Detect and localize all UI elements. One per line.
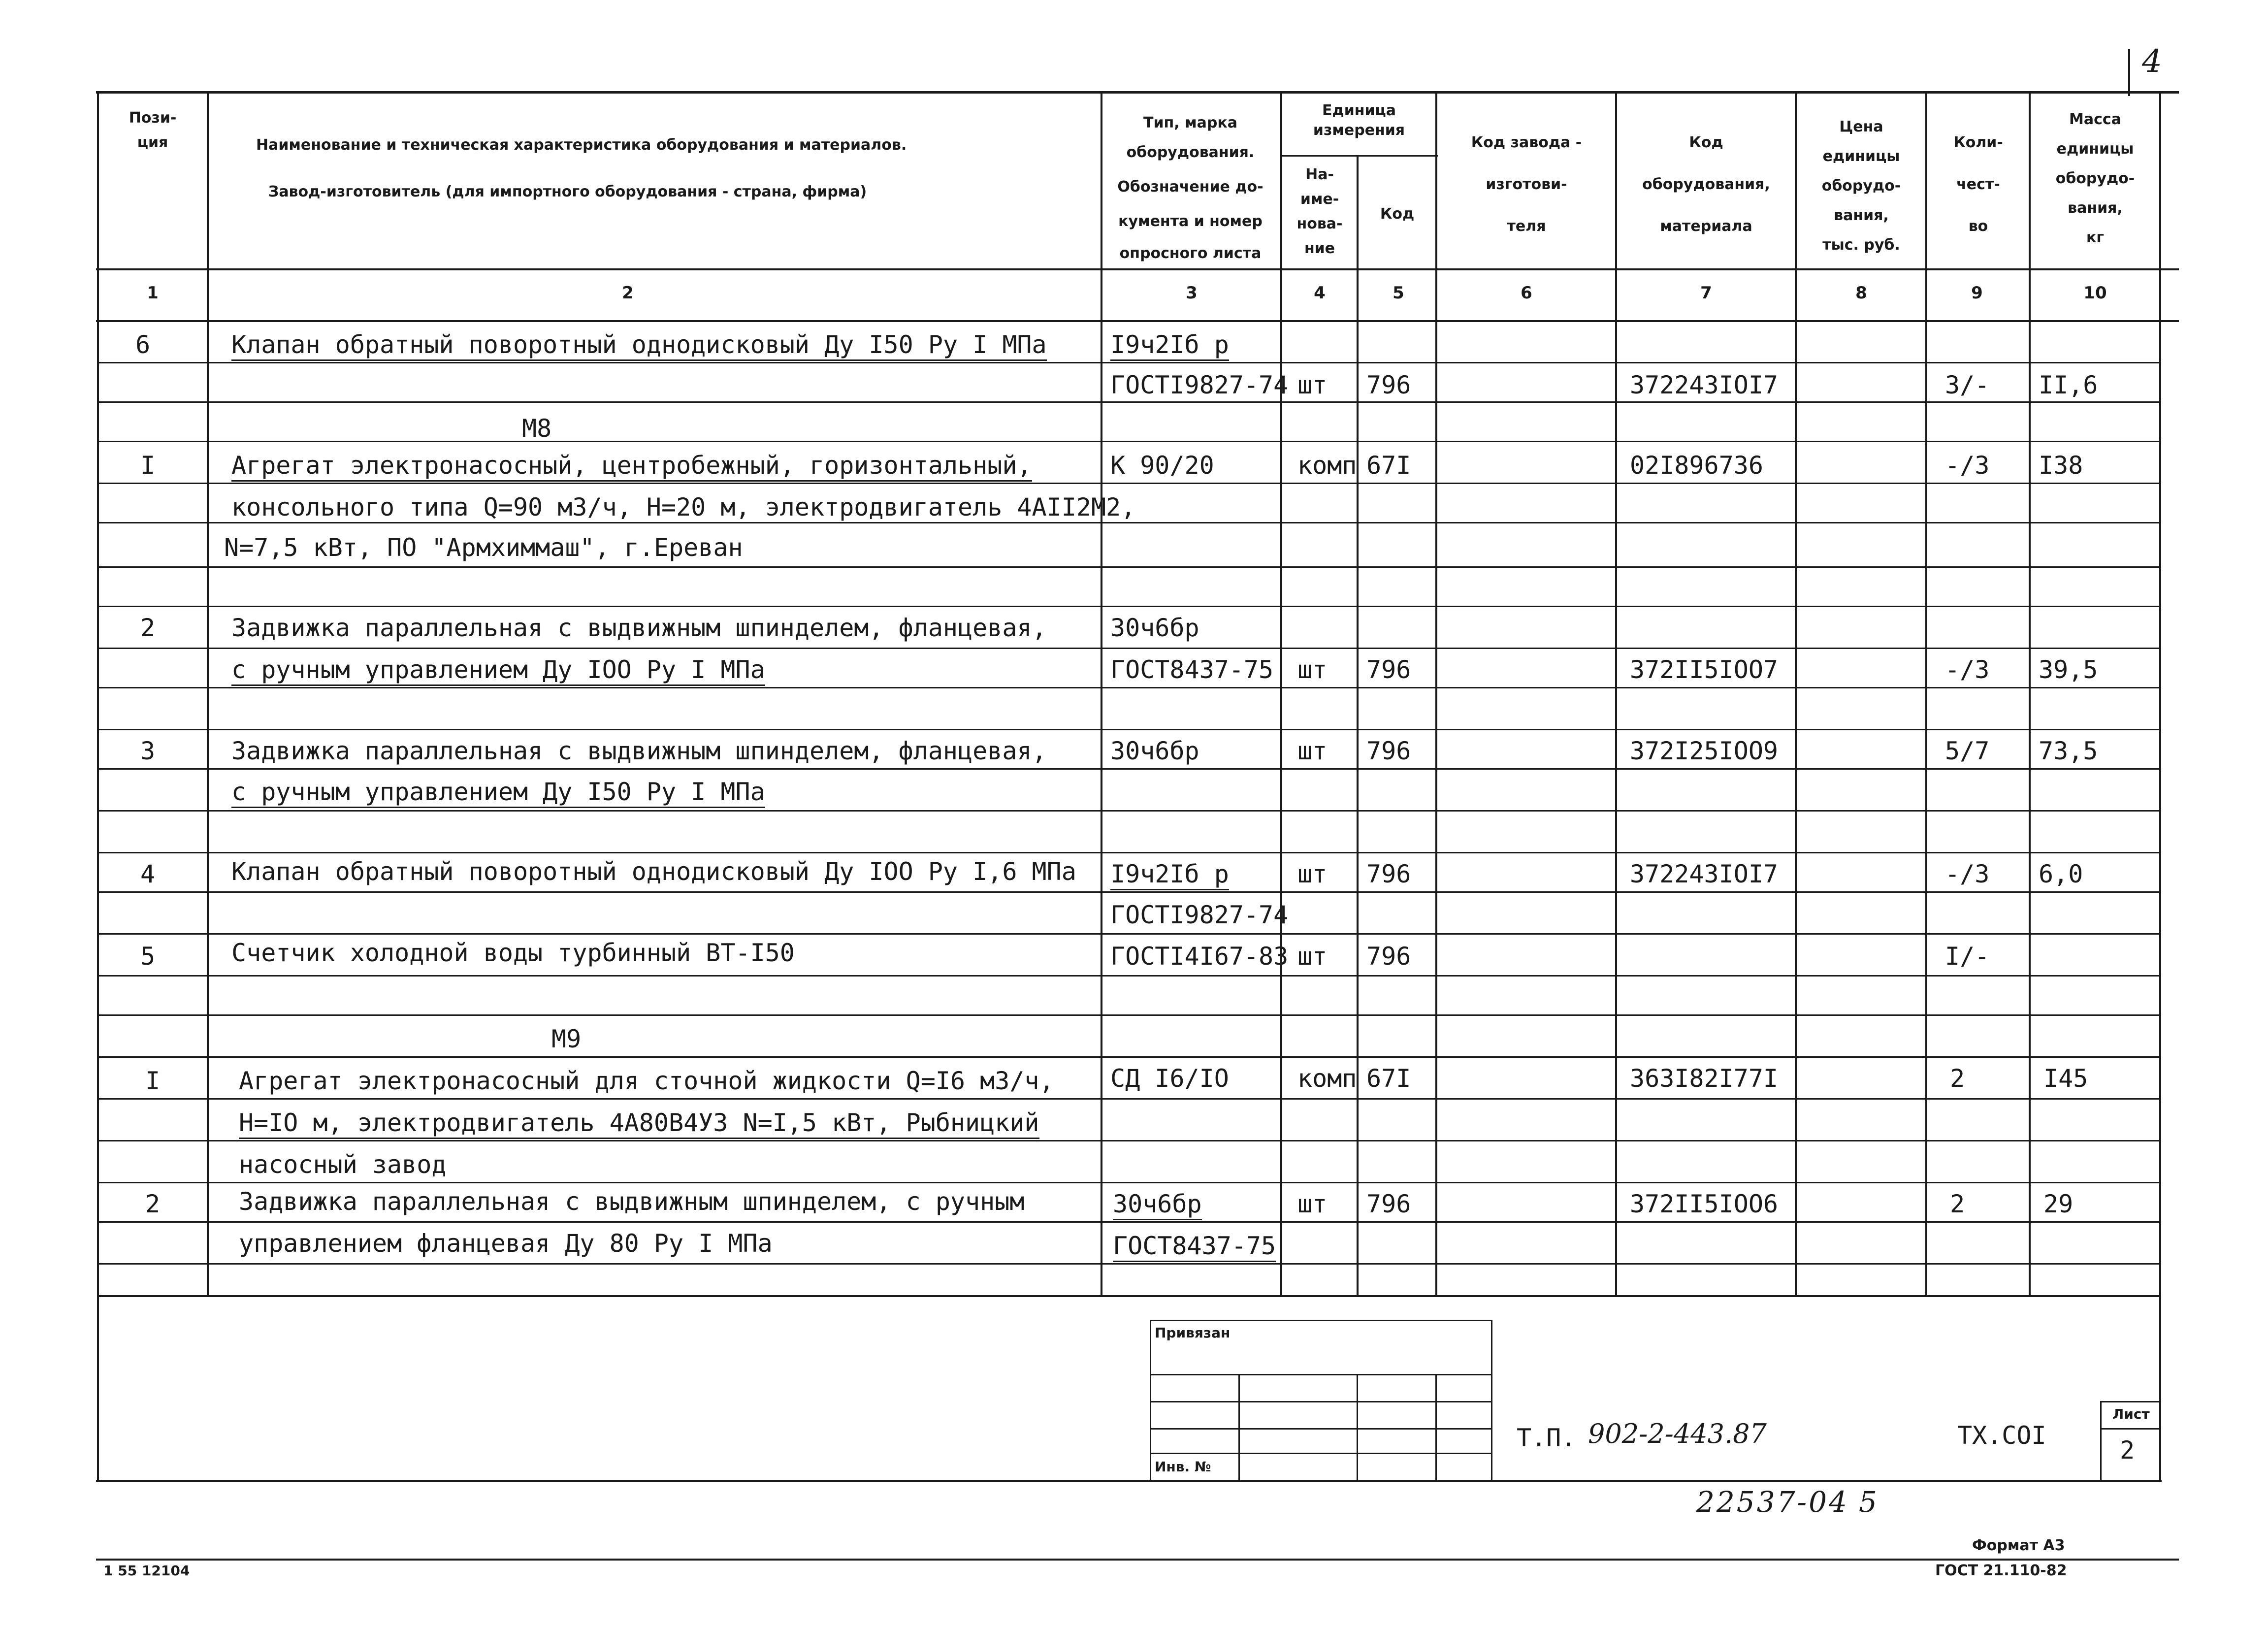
row-14-name: Агрегат электронасосный для сточной жидкости Q=І6 м3/ч, bbox=[239, 1067, 1054, 1095]
header-price-3: оборудо- bbox=[1821, 177, 1901, 195]
row-14-type: СД І6/ІО bbox=[1110, 1064, 1229, 1093]
footer-left-code: 1 55 12104 bbox=[103, 1563, 190, 1579]
header-price-5: тыс. руб. bbox=[1822, 236, 1900, 254]
header-mass-3: оборудо- bbox=[2055, 170, 2135, 187]
header-type-1: Тип, марка bbox=[1143, 114, 1237, 131]
header-plant-3: теля bbox=[1507, 218, 1546, 235]
row-14-code: 67І bbox=[1366, 1064, 1411, 1093]
header-plant-2: изготови- bbox=[1486, 176, 1567, 193]
stamp-doc-code: ТХ.СОІ bbox=[1957, 1421, 2046, 1450]
row-14-equip: 363І82І77І bbox=[1630, 1064, 1779, 1093]
row-5-name: N=7,5 кВт, ПО "Армхиммаш", г.Ереван bbox=[224, 533, 743, 562]
header-unitname-1: На- bbox=[1305, 166, 1334, 183]
header-qty-1: Коли- bbox=[1953, 134, 2003, 151]
row-3-type: К 90/20 bbox=[1110, 451, 1214, 480]
row-9-name: с ручным управлением Ду І50 Ру І МПа bbox=[231, 777, 765, 808]
row-13-section: М9 bbox=[551, 1025, 582, 1053]
row-0-type: І9ч2Іб р bbox=[1110, 330, 1229, 361]
row-8-unit: шт bbox=[1297, 737, 1328, 765]
row-3-name: Агрегат электронасосный, центробежный, горизонтальный, bbox=[231, 451, 1032, 482]
colnum-1: 1 bbox=[147, 283, 159, 303]
header-unitname-4: ние bbox=[1304, 240, 1335, 257]
row-14-mass: І45 bbox=[2043, 1064, 2088, 1093]
header-type-3: Обозначение до- bbox=[1117, 178, 1264, 195]
row-11-type: ГОСТІ9827-74 bbox=[1110, 901, 1289, 929]
registration-sheet: 5 bbox=[1859, 1485, 1877, 1519]
row-16-name: насосный завод bbox=[239, 1150, 447, 1179]
colnum-3: 3 bbox=[1186, 283, 1198, 303]
row-6-type: 30ч6бр bbox=[1110, 614, 1199, 642]
row-18-type: ГОСТ8437-75 bbox=[1113, 1231, 1276, 1262]
row-17-code: 796 bbox=[1366, 1190, 1411, 1218]
header-qty-3: во bbox=[1968, 218, 1988, 235]
header-price-2: единицы bbox=[1822, 148, 1900, 165]
header-qty-2: чест- bbox=[1956, 176, 2000, 193]
row-8-equip: 372І25ІОО9 bbox=[1630, 737, 1779, 765]
row-3-code: 67І bbox=[1366, 451, 1411, 480]
footer-format: Формат А3 bbox=[1972, 1537, 2065, 1554]
stamp-sheet-label: Лист bbox=[2112, 1406, 2150, 1422]
row-15-name: Н=ІО м, электродвигатель 4А80В4У3 N=І,5 кВт, Рыбницкий bbox=[239, 1108, 1039, 1139]
colnum-10: 10 bbox=[2083, 283, 2107, 303]
row-10-qty: -/3 bbox=[1945, 860, 1990, 888]
row-8-code: 796 bbox=[1366, 737, 1411, 765]
colnum-7: 7 bbox=[1700, 283, 1712, 303]
row-3-qty: -/3 bbox=[1945, 451, 1990, 480]
row-8-qty: 5/7 bbox=[1945, 737, 1990, 765]
row-1-type: ГОСТІ9827-74 bbox=[1110, 371, 1289, 399]
row-12-type: ГОСТІ4І67-83 bbox=[1110, 942, 1289, 971]
row-0-pos: 6 bbox=[135, 330, 151, 359]
header-name-2: Завод-изготовитель (для импортного оборудования - страна, фирма) bbox=[268, 183, 867, 200]
colnum-6: 6 bbox=[1521, 283, 1532, 303]
row-3-unit: комп bbox=[1297, 451, 1357, 480]
row-12-unit: шт bbox=[1297, 942, 1328, 971]
row-6-name: Задвижка параллельная с выдвижным шпинделем, фланцевая, bbox=[231, 614, 1047, 642]
row-12-name: Счетчик холодной воды турбинный ВТ-І50 bbox=[231, 939, 795, 967]
header-equip-3: материала bbox=[1660, 218, 1752, 235]
colnum-8: 8 bbox=[1855, 283, 1867, 303]
header-unitcode: Код bbox=[1380, 205, 1415, 223]
row-8-mass: 73,5 bbox=[2039, 737, 2098, 765]
stamp-project-number: 902-2-443.87 bbox=[1588, 1418, 1767, 1449]
stamp-tp: Т.П. bbox=[1517, 1424, 1576, 1452]
row-0-name: Клапан обратный поворотный однодисковый Ду І50 Ру І МПа bbox=[231, 330, 1047, 361]
row-2-section: М8 bbox=[522, 414, 552, 443]
row-14-qty: 2 bbox=[1950, 1064, 1965, 1093]
row-8-type: 30ч6бр bbox=[1110, 737, 1199, 765]
row-7-qty: -/3 bbox=[1945, 655, 1990, 684]
row-3-equip: 02І896736 bbox=[1630, 451, 1763, 480]
row-10-type: І9ч2Іб р bbox=[1110, 859, 1229, 890]
corner-mark bbox=[2128, 49, 2130, 96]
row-10-unit: шт bbox=[1297, 860, 1328, 888]
row-10-pos: 4 bbox=[140, 860, 156, 888]
header-equip-1: Код bbox=[1689, 134, 1723, 151]
header-unitname-3: нова- bbox=[1296, 215, 1343, 232]
colnum-5: 5 bbox=[1393, 283, 1404, 303]
header-price-4: вания, bbox=[1834, 207, 1889, 224]
row-4-name: консольного типа Q=90 м3/ч, Н=20 м, электродвигатель 4АІІ2М2, bbox=[231, 492, 1135, 523]
row-17-pos: 2 bbox=[145, 1190, 161, 1218]
header-type-5: опросного листа bbox=[1119, 245, 1262, 262]
colnum-9: 9 bbox=[1971, 283, 1983, 303]
header-mass-1: Масса bbox=[2069, 111, 2121, 128]
header-pos-2: ция bbox=[137, 134, 168, 151]
header-mass-2: единицы bbox=[2056, 140, 2134, 158]
row-10-equip: 372243ІОІ7 bbox=[1630, 860, 1779, 888]
row-10-mass: 6,0 bbox=[2039, 860, 2083, 888]
row-7-type: ГОСТ8437-75 bbox=[1110, 655, 1274, 684]
row-17-type: 30ч6бр bbox=[1113, 1189, 1202, 1220]
row-1-equip: 372243ІОІ7 bbox=[1630, 371, 1779, 399]
row-14-unit: комп bbox=[1297, 1064, 1357, 1093]
stamp-inv-no: Инв. № bbox=[1155, 1459, 1211, 1475]
row-17-unit: шт bbox=[1297, 1190, 1328, 1218]
row-12-code: 796 bbox=[1366, 942, 1411, 971]
row-1-unit: шт bbox=[1297, 371, 1328, 399]
row-8-pos: 3 bbox=[140, 737, 156, 765]
stamp-privyazan: Привязан bbox=[1155, 1325, 1231, 1341]
header-mass-5: кг bbox=[2086, 229, 2105, 246]
colnum-2: 2 bbox=[622, 283, 634, 303]
row-17-qty: 2 bbox=[1950, 1190, 1965, 1218]
row-8-name: Задвижка параллельная с выдвижным шпинделем, фланцевая, bbox=[231, 737, 1047, 765]
header-unit-2: измерения bbox=[1313, 122, 1405, 139]
row-7-name: с ручным управлением Ду ІОО Ру І МПа bbox=[231, 655, 765, 686]
header-unit-1: Единица bbox=[1322, 102, 1396, 119]
row-6-pos: 2 bbox=[140, 614, 156, 642]
row-12-pos: 5 bbox=[140, 942, 156, 971]
row-12-qty: І/- bbox=[1945, 942, 1990, 971]
page-corner-number: 4 bbox=[2142, 43, 2162, 80]
row-7-equip: 372ІІ5ІОО7 bbox=[1630, 655, 1779, 684]
row-14-pos: І bbox=[145, 1067, 161, 1095]
header-price-1: Цена bbox=[1839, 118, 1883, 135]
header-type-2: оборудования. bbox=[1126, 144, 1255, 161]
row-17-name: Задвижка параллельная с выдвижным шпинделем, с ручным bbox=[239, 1187, 1025, 1216]
header-pos-1: Пози- bbox=[129, 109, 177, 127]
row-1-code: 796 bbox=[1366, 371, 1411, 399]
row-7-mass: 39,5 bbox=[2039, 655, 2098, 684]
header-plant-1: Код завода - bbox=[1471, 134, 1582, 151]
row-10-code: 796 bbox=[1366, 860, 1411, 888]
row-17-mass: 29 bbox=[2043, 1190, 2074, 1218]
row-10-name: Клапан обратный поворотный однодисковый Ду ІОО Ру І,6 МПа bbox=[231, 857, 1076, 886]
row-18-name: управлением фланцевая Ду 80 Ру І МПа bbox=[239, 1229, 773, 1258]
header-mass-4: вания, bbox=[2068, 199, 2123, 217]
header-name-1: Наименование и техническая характеристика оборудования и материалов. bbox=[256, 136, 907, 154]
row-3-pos: І bbox=[140, 451, 156, 480]
footer-gost: ГОСТ 21.110-82 bbox=[1935, 1562, 2067, 1579]
row-3-mass: І38 bbox=[2039, 451, 2083, 480]
stamp-sheet-number: 2 bbox=[2120, 1436, 2135, 1465]
row-7-unit: шт bbox=[1297, 655, 1328, 684]
row-17-equip: 372ІІ5ІОО6 bbox=[1630, 1190, 1779, 1218]
row-7-code: 796 bbox=[1366, 655, 1411, 684]
header-unitname-2: име- bbox=[1300, 191, 1339, 208]
colnum-4: 4 bbox=[1314, 283, 1326, 303]
header-equip-2: оборудования, bbox=[1642, 176, 1770, 193]
row-1-mass: ІІ,6 bbox=[2039, 371, 2098, 399]
header-type-4: кумента и номер bbox=[1118, 213, 1263, 230]
row-1-qty: 3/- bbox=[1945, 371, 1990, 399]
registration-number: 22537-04 bbox=[1696, 1485, 1849, 1519]
